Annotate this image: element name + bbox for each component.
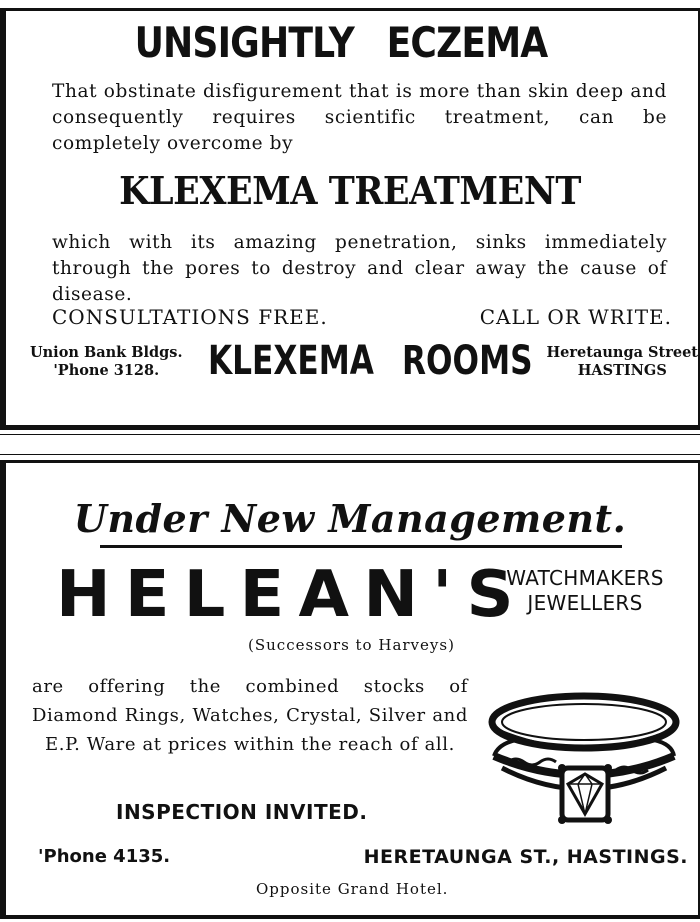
divider-rule-1	[0, 425, 700, 430]
ad1-consultations: CONSULTATIONS FREE.	[52, 305, 328, 329]
ad1-call: CALL OR WRITE.	[479, 305, 672, 329]
ad1-address-left	[30, 344, 183, 380]
ad1-address-right-line-1: Heretaunga Street	[546, 344, 698, 361]
ad2-successors: (Successors to Harveys)	[248, 636, 455, 654]
ad2-heading-underline	[100, 545, 622, 548]
ad1-product: KLEXEMA TREATMENT	[119, 168, 581, 213]
ad2-inspection: INSPECTION INVITED.	[116, 800, 368, 824]
ad1-address-right	[546, 344, 698, 380]
ad2-trade-2: JEWELLERS	[527, 591, 643, 615]
ad1-headline-word-1: UNSIGHTLY	[134, 18, 354, 67]
top-rule	[0, 8, 700, 11]
ad2-heading: Under New Management.	[73, 496, 627, 541]
divider-rule-4	[0, 460, 700, 463]
ad1-headline	[48, 18, 635, 67]
divider-rule-2	[0, 434, 700, 435]
ad1-description: which with its amazing penetration, sinks immediately through the pores to destroy and clear away the cause of disease.	[52, 232, 667, 305]
divider-rule-3	[0, 454, 700, 455]
ad2-trade-1: WATCHMAKERS	[506, 566, 664, 590]
ad2-name: HELEAN'S	[56, 558, 528, 632]
bottom-rule	[0, 915, 700, 919]
ad2-opposite: Opposite Grand Hotel.	[256, 880, 449, 898]
ad1-rooms-word-1: KLEXEMA	[208, 338, 374, 384]
ad1-address-right-line-2: HASTINGS	[577, 362, 667, 379]
ad1-headline-word-2: ECZEMA	[386, 18, 548, 67]
ad2-street: HERETAUNGA ST., HASTINGS.	[363, 846, 688, 868]
ad1-rooms-word-2: ROOMS	[402, 338, 533, 384]
ad2-phone: 'Phone 4135.	[38, 846, 171, 867]
ad2-trades	[480, 566, 690, 616]
ad2-body: are offering the combined stocks of Diamond Rings, Watches, Crystal, Silver and E.P. Ware at prices within the reach of all.	[32, 676, 468, 755]
ad1-address-left-line-1: Union Bank Bldgs.	[30, 344, 183, 361]
ad1-address-left-line-2: 'Phone 3128.	[53, 362, 160, 379]
diamond-ring-icon	[486, 686, 682, 826]
ad1-intro: That obstinate disfigurement that is more than skin deep and consequently requires scientific treatment, can be completely overcome by	[52, 81, 667, 154]
ad1-left-border	[0, 8, 6, 428]
